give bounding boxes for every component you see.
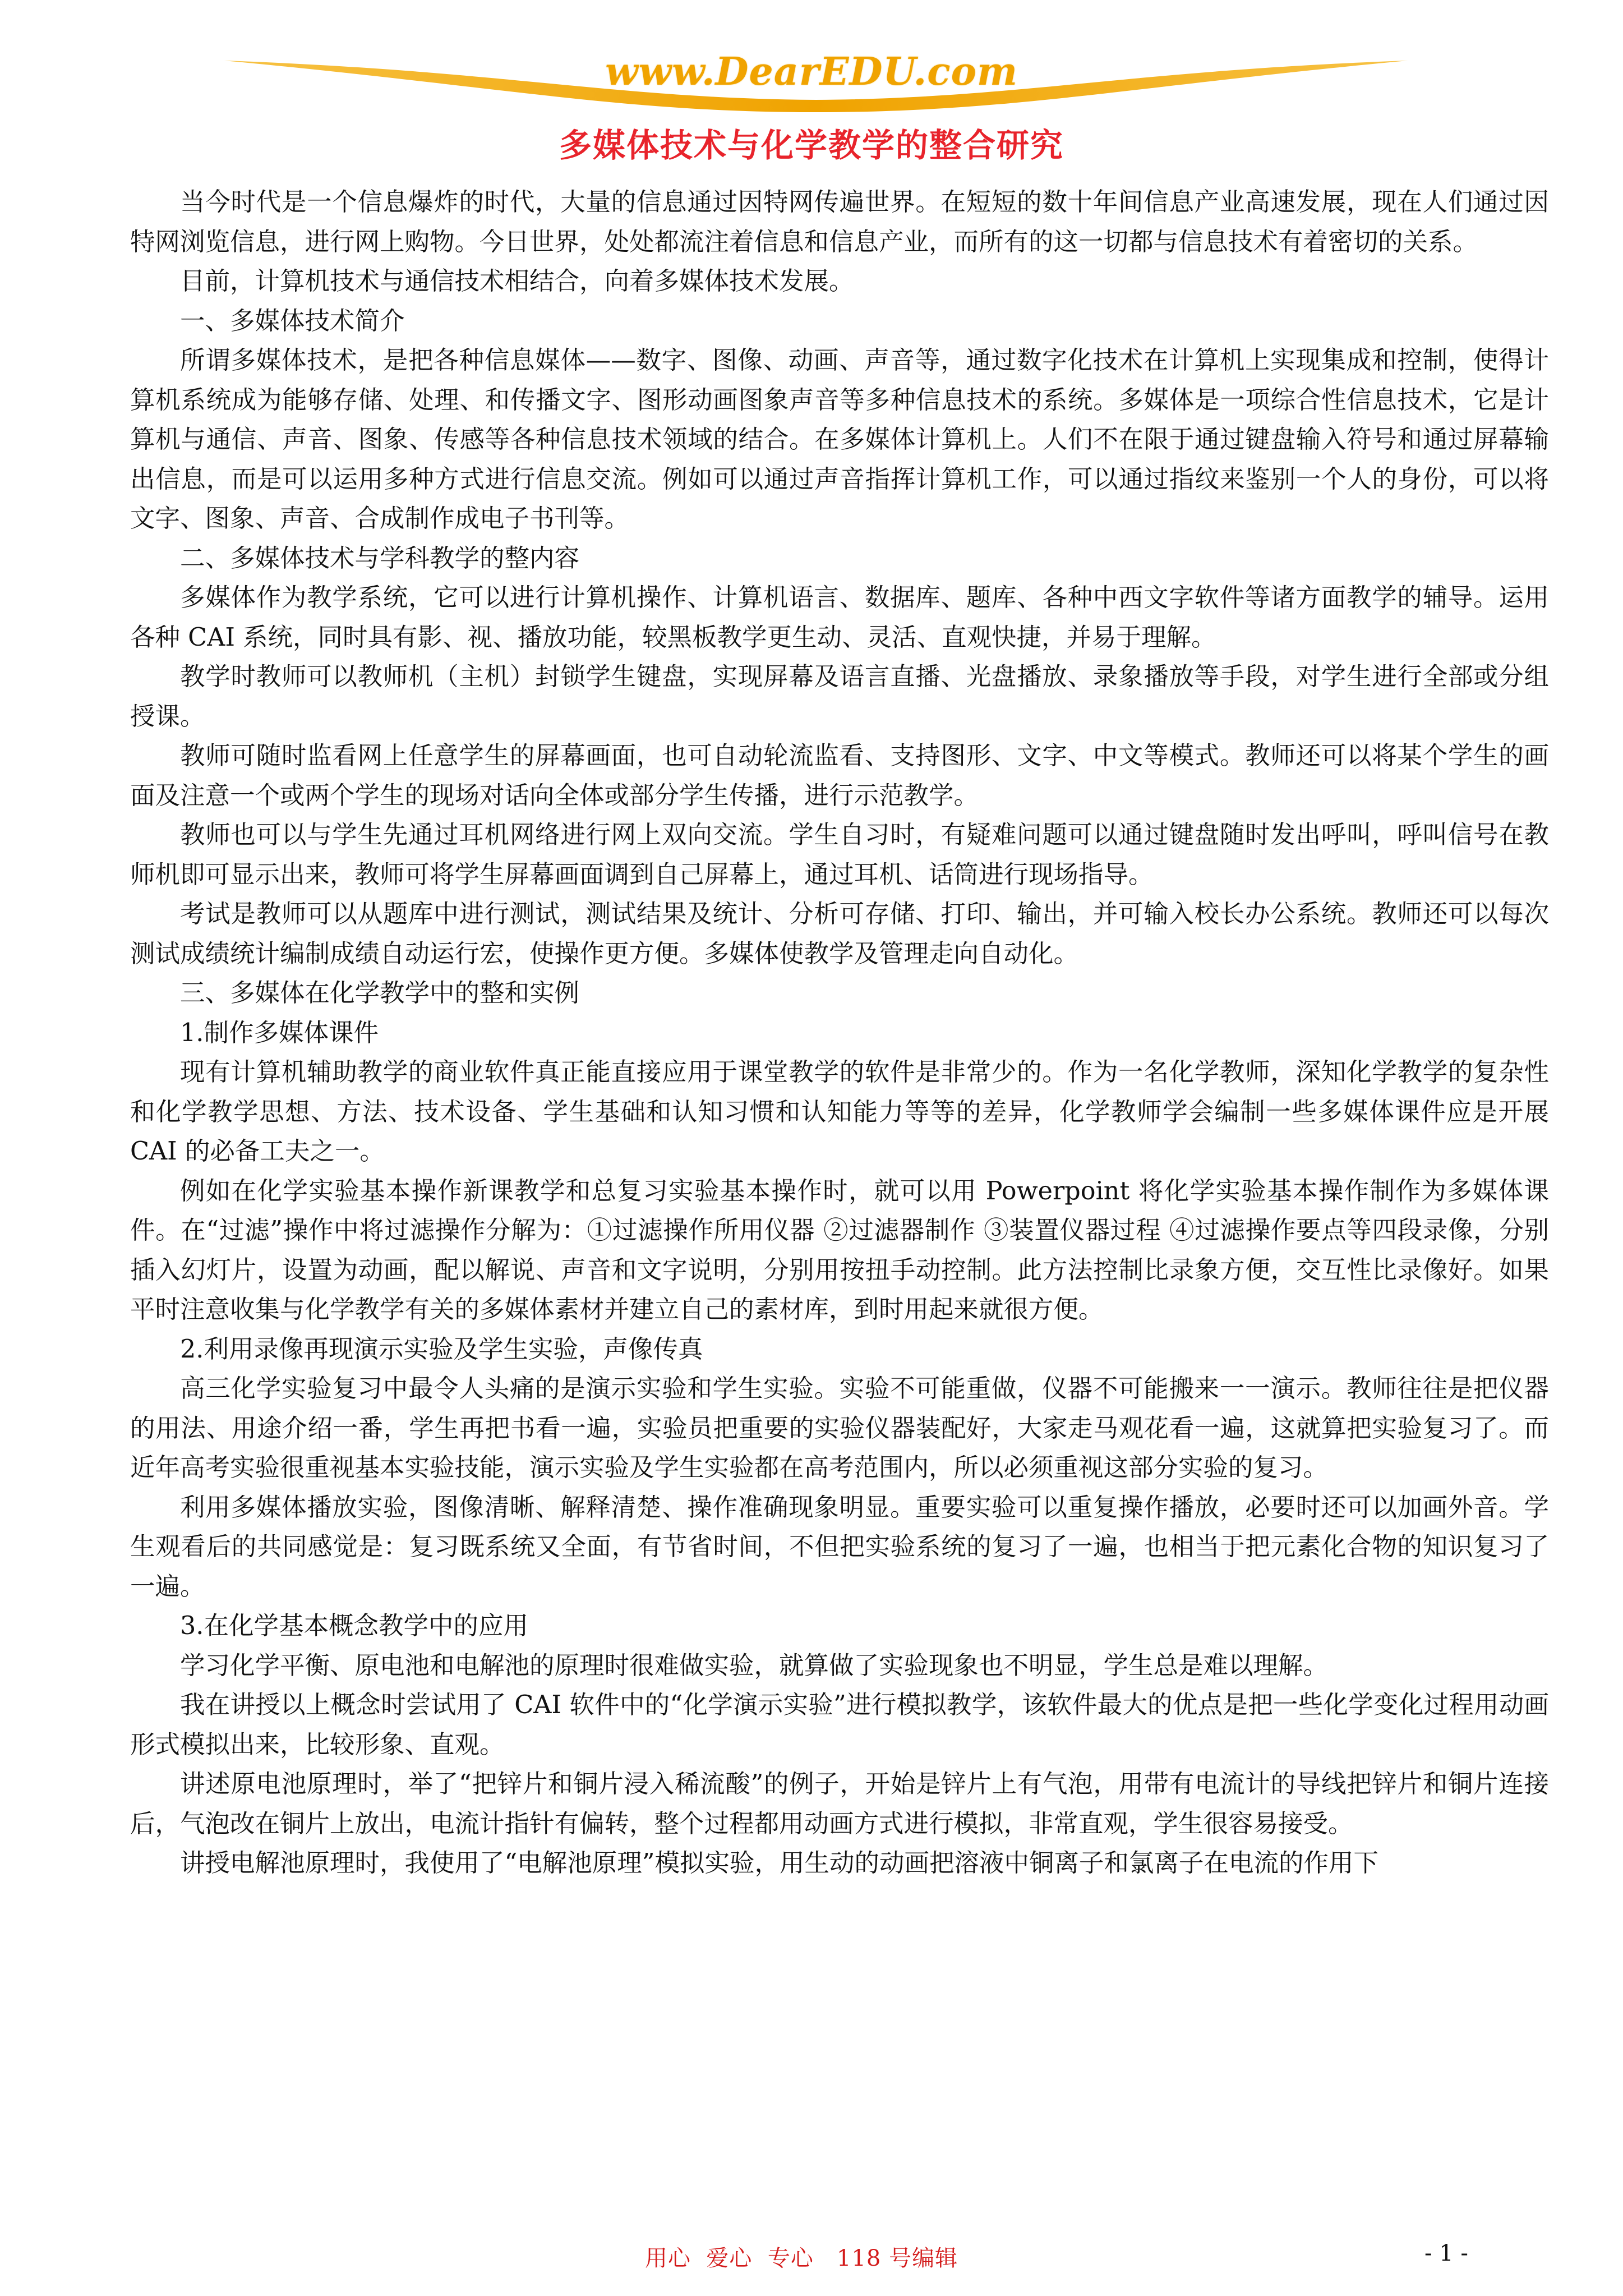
subsection-heading: 1.制作多媒体课件 — [180, 1018, 379, 1047]
paragraph: 讲授电解池原理时，我使用了“电解池原理”模拟实验，用生动的动画把溶液中铜离子和氯离子在电流的作用下 — [180, 1849, 1379, 1878]
section-heading: 一、多媒体技术简介 — [180, 306, 405, 335]
paragraph: 利用多媒体播放实验，图像清晰、解释清楚、操作准确现象明显。重要实验可以重复操作播放，必要时还可以加画外音。学生观看后的共同感觉是：复习既系统又全面，有节省时间，不但把实验系统的复习了一遍，也相当于把元素化合物的知识复习了一遍。 — [130, 1493, 1549, 1601]
paragraph: 所谓多媒体技术，是把各种信息媒体——数字、图像、动画、声音等，通过数字化技术在计算机上实现集成和控制，使得计算机系统成为能够存储、处理、和传播文字、图形动画图象声音等多种信息技术的系统。多媒体是一项综合性信息技术，它是计算机与通信、声音、图象、传感等各种信息技术领域的结合。在多媒体计算机上。人们不在限于通过键盘输入符号和通过屏幕输出信息，而是可以运用多种方式进行信息交流。例如可以通过声音指挥计算机工作，可以通过指纹来鉴别一个人的身份，可以将文字、图象、声音、合成制作成电子书刊等。 — [130, 346, 1549, 533]
paragraph: 多媒体作为教学系统，它可以进行计算机操作、计算机语言、数据库、题库、各种中西文字软件等诸方面教学的辅导。运用各种 CAI 系统，同时具有影、视、播放功能，较黑板教学更生动、灵活、直观快捷，并易于理解。 — [130, 583, 1549, 652]
section-heading: 三、多媒体在化学教学中的整和实例 — [180, 979, 580, 1007]
paragraph: 教师也可以与学生先通过耳机网络进行网上双向交流。学生自习时，有疑难问题可以通过键盘随时发出呼叫，呼叫信号在教师机即可显示出来，教师可将学生屏幕画面调到自己屏幕上，通过耳机、话筒进行现场指导。 — [130, 821, 1549, 889]
paragraph: 我在讲授以上概念时尝试用了 CAI 软件中的“化学演示实验”进行模拟教学，该软件最大的优点是把一些化学变化过程用动画形式模拟出来，比较形象、直观。 — [130, 1691, 1549, 1759]
page-number: - 1 - — [1424, 2240, 1468, 2266]
paragraph: 教学时教师可以教师机（主机）封锁学生键盘，实现屏幕及语言直播、光盘播放、录象播放等手段，对学生进行全部或分组授课。 — [130, 662, 1549, 731]
paragraph: 考试是教师可以从题库中进行测试，测试结果及统计、分析可存储、打印、输出，并可输入校长办公系统。教师还可以每次测试成绩统计编制成绩自动运行宏，使操作更方便。多媒体使教学及管理走向自动化。 — [130, 900, 1549, 968]
paragraph: 高三化学实验复习中最令人头痛的是演示实验和学生实验。实验不可能重做，仪器不可能搬来一一演示。教师往往是把仪器的用法、用途介绍一番，学生再把书看一遍，实验员把重要的实验仪器装配好，大家走马观花看一遍，这就算把实验复习了。而近年高考实验很重视基本实验技能，演示实验及学生实验都在高考范围内，所以必须重视这部分实验的复习。 — [130, 1374, 1549, 1482]
paragraph: 例如在化学实验基本操作新课教学和总复习实验基本操作时，就可以用 Powerpoint 将化学实验基本操作制作为多媒体课件。在“过滤”操作中将过滤操作分解为：①过滤操作所用仪器 ②过滤器制作 ③装置仪器过程 ④过滤操作要点等四段录像，分别插入幻灯片，设置为动画，配以解说、声音和文字说明，分别用按扭手动控制。此方法控制比录象方便，交互性比录像好。如果平时注意收集与化学教学有关的多媒体素材并建立自己的素材库，到时用起来就很方便。 — [130, 1176, 1549, 1324]
site-logo-text: www.DearEDU.com — [605, 49, 1018, 94]
paragraph: 教师可随时监看网上任意学生的屏幕画面，也可自动轮流监看、支持图形、文字、中文等模式。教师还可以将某个学生的画面及注意一个或两个学生的现场对话向全体或部分学生传播，进行示范教学。 — [130, 742, 1549, 810]
paragraph: 学习化学平衡、原电池和电解池的原理时很难做实验，就算做了实验现象也不明显，学生总是难以理解。 — [180, 1651, 1329, 1680]
section-heading: 二、多媒体技术与学科教学的整内容 — [180, 544, 580, 573]
document-body — [130, 183, 1549, 1884]
paragraph: 现有计算机辅助教学的商业软件真正能直接应用于课堂教学的软件是非常少的。作为一名化学教师，深知化学教学的复杂性和化学教学思想、方法、技术设备、学生基础和认知习惯和认知能力等等的差异，化学教师学会编制一些多媒体课件应是开展 CAI 的必备工夫之一。 — [130, 1058, 1549, 1166]
subsection-heading: 3.在化学基本概念教学中的应用 — [180, 1612, 528, 1640]
paragraph: 讲述原电池原理时，举了“把锌片和铜片浸入稀流酸”的例子，开始是锌片上有气泡，用带有电流计的导线把锌片和铜片连接后，气泡改在铜片上放出，电流计指针有偏转，整个过程都用动画方式进行模拟，非常直观，学生很容易接受。 — [130, 1770, 1549, 1838]
paragraph: 目前，计算机技术与通信技术相结合，向着多媒体技术发展。 — [180, 267, 854, 296]
document-title: 多媒体技术与化学教学的整合研究 — [559, 126, 1064, 164]
footer-motto: 用心 爱心 专心 118 号编辑 — [645, 2246, 958, 2271]
paragraph: 当今时代是一个信息爆炸的时代，大量的信息通过因特网传遍世界。在短短的数十年间信息产业高速发展，现在人们通过因特网浏览信息，进行网上购物。今日世界，处处都流注着信息和信息产业，而所有的这一切都与信息技术有着密切的关系。 — [130, 188, 1549, 256]
subsection-heading: 2.利用录像再现演示实验及学生实验，声像传真 — [180, 1335, 703, 1364]
